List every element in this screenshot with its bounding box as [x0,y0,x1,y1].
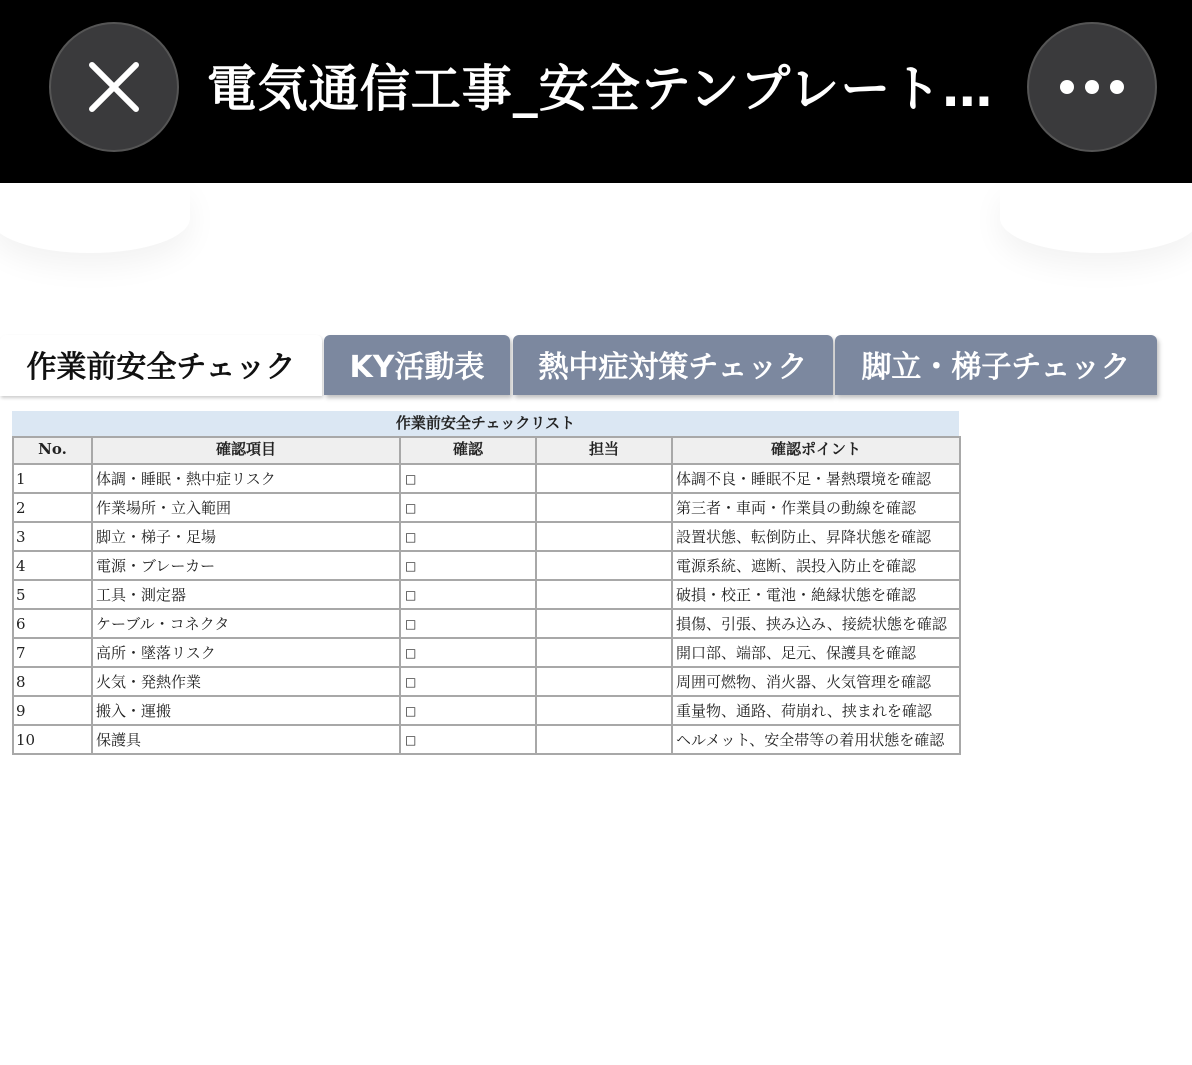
more-button[interactable] [1027,22,1157,152]
cell-check[interactable]: □ [400,638,536,667]
cell-point[interactable]: ヘルメット、安全帯等の着用状態を確認 [672,725,960,754]
checklist-sheet [12,411,959,755]
cell-owner[interactable] [536,464,672,493]
cell-owner[interactable] [536,667,672,696]
shadow-decoration [0,183,190,253]
more-icon [1057,77,1127,97]
cell-item[interactable]: 保護具 [92,725,400,754]
cell-no[interactable]: 1 [13,464,92,493]
cell-point[interactable]: 破損・校正・電池・絶縁状態を確認 [672,580,960,609]
table-row [13,551,960,580]
cell-item[interactable]: 高所・墜落リスク [92,638,400,667]
table-header-row [13,437,960,464]
cell-no[interactable]: 2 [13,493,92,522]
table-row [13,667,960,696]
shadow-decoration [1000,183,1192,253]
table-row [13,609,960,638]
cell-check[interactable]: □ [400,493,536,522]
sheet-title: 作業前安全チェックリスト [12,411,959,436]
table-row [13,725,960,754]
cell-item[interactable]: 工具・測定器 [92,580,400,609]
cell-item[interactable]: 脚立・梯子・足場 [92,522,400,551]
cell-check[interactable]: □ [400,580,536,609]
close-icon [86,59,142,115]
table-row [13,580,960,609]
table-row [13,638,960,667]
cell-check[interactable]: □ [400,522,536,551]
cell-owner[interactable] [536,551,672,580]
cell-owner[interactable] [536,696,672,725]
cell-check[interactable]: □ [400,609,536,638]
document-title: 電気通信工事_安全テンプレート… [206,60,994,118]
cell-item[interactable]: 火気・発熱作業 [92,667,400,696]
table-row [13,464,960,493]
cell-point[interactable]: 開口部、端部、足元、保護具を確認 [672,638,960,667]
checklist-table [12,436,961,755]
tab-heatstroke-check[interactable]: 熱中症対策チェック [513,335,833,395]
cell-item[interactable]: 搬入・運搬 [92,696,400,725]
cell-point[interactable]: 電源系統、遮断、誤投入防止を確認 [672,551,960,580]
cell-check[interactable]: □ [400,464,536,493]
tab-ky-activity[interactable]: KY活動表 [324,335,510,395]
column-header-owner[interactable]: 担当 [536,437,672,464]
column-header-no[interactable]: No. [13,437,92,464]
cell-check[interactable]: □ [400,725,536,754]
cell-no[interactable]: 6 [13,609,92,638]
top-bar [0,0,1192,183]
cell-owner[interactable] [536,609,672,638]
cell-point[interactable]: 重量物、通路、荷崩れ、挟まれを確認 [672,696,960,725]
tab-pre-work-safety-check[interactable]: 作業前安全チェック [0,335,322,396]
column-header-check[interactable]: 確認 [400,437,536,464]
cell-point[interactable]: 設置状態、転倒防止、昇降状態を確認 [672,522,960,551]
column-header-item[interactable]: 確認項目 [92,437,400,464]
cell-owner[interactable] [536,580,672,609]
cell-no[interactable]: 4 [13,551,92,580]
close-button[interactable] [49,22,179,152]
cell-owner[interactable] [536,725,672,754]
column-header-point[interactable]: 確認ポイント [672,437,960,464]
cell-no[interactable]: 9 [13,696,92,725]
cell-item[interactable]: 作業場所・立入範囲 [92,493,400,522]
table-row [13,522,960,551]
cell-point[interactable]: 第三者・車両・作業員の動線を確認 [672,493,960,522]
cell-item[interactable]: ケーブル・コネクタ [92,609,400,638]
cell-item[interactable]: 電源・ブレーカー [92,551,400,580]
cell-point[interactable]: 周囲可燃物、消火器、火気管理を確認 [672,667,960,696]
table-row [13,696,960,725]
cell-owner[interactable] [536,638,672,667]
cell-check[interactable]: □ [400,667,536,696]
cell-no[interactable]: 3 [13,522,92,551]
cell-point[interactable]: 体調不良・睡眠不足・暑熱環境を確認 [672,464,960,493]
sheet-tab-bar [0,335,1192,397]
cell-item[interactable]: 体調・睡眠・熱中症リスク [92,464,400,493]
cell-no[interactable]: 10 [13,725,92,754]
cell-no[interactable]: 7 [13,638,92,667]
table-row [13,493,960,522]
cell-owner[interactable] [536,522,672,551]
cell-no[interactable]: 5 [13,580,92,609]
tab-ladder-check[interactable]: 脚立・梯子チェック [835,335,1157,395]
cell-check[interactable]: □ [400,696,536,725]
cell-owner[interactable] [536,493,672,522]
cell-point[interactable]: 損傷、引張、挟み込み、接続状態を確認 [672,609,960,638]
cell-check[interactable]: □ [400,551,536,580]
cell-no[interactable]: 8 [13,667,92,696]
